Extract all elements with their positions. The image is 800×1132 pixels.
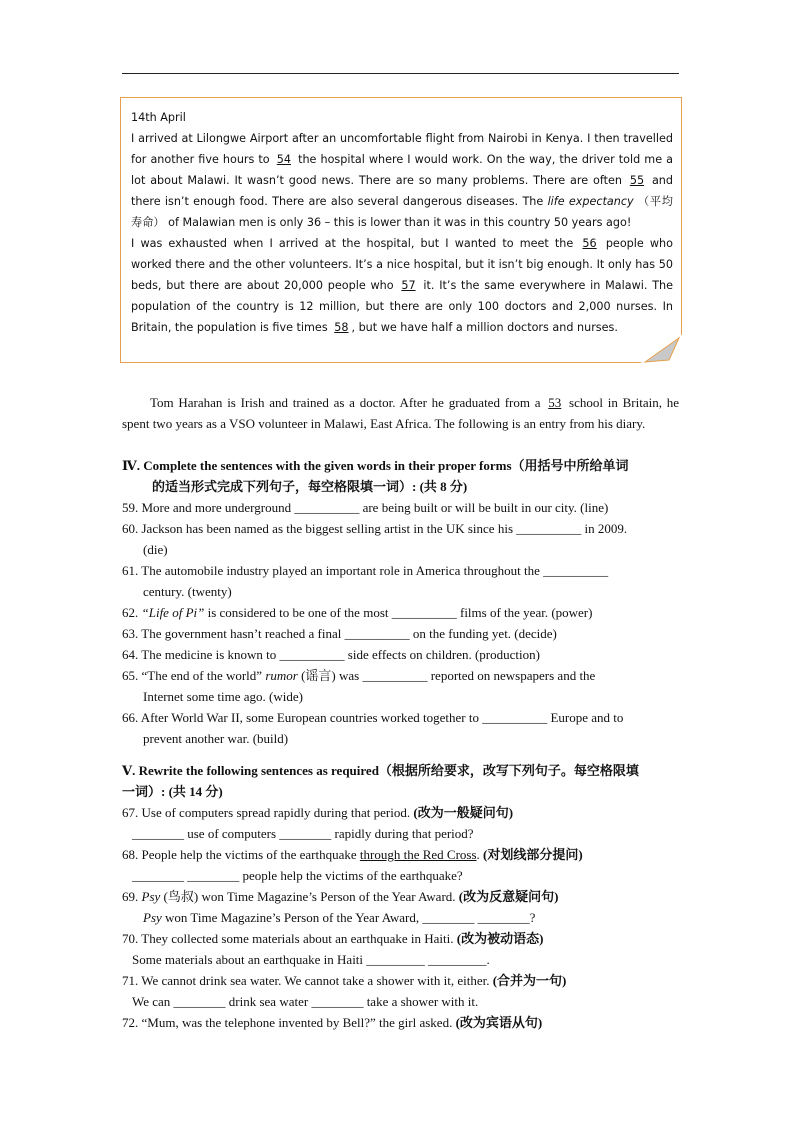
diary-entry-box — [120, 97, 682, 363]
question-70: 70. They collected some materials about an earthquake in Haiti. (改为被动语态) — [122, 931, 544, 946]
blank-55: 55 — [629, 174, 645, 187]
question-61: 61. The automobile industry played an important role in America throughout the __________ century. (twenty) — [122, 563, 609, 599]
question-69: 69. Psy (鸟叔) won Time Magazine’s Person of the Year Award. (改为反意疑问句) — [122, 889, 559, 904]
diary-paragraph-1: I arrived at Lilongwe Airport after an uncomfortable flight from Nairobi in Kenya. I then travelled for another five hours to 54 the hospital where I would work. On the way, the driver told me a lot about Malawi. It wasn’t good news. There are so many problems. There are often 55 and there isn’t enough food. There are also several dangerous diseases. The life expectancy （平均寿命） of Malawian men is only 36 – this is lower than it was in this country 50 years ago! — [131, 132, 674, 229]
question-65: 65. “The end of the world” rumor (谣言) was __________ reported on newspapers and the Internet some time ago. (wide) — [122, 668, 596, 704]
question-63: 63. The government hasn’t reached a final __________ on the funding yet. (decide) — [122, 626, 557, 641]
blank-54: 54 — [276, 153, 291, 166]
question-64: 64. The medicine is known to __________ side effects on children. (production) — [122, 647, 540, 662]
question-71: 71. We cannot drink sea water. We cannot take a shower with it, either. (合并为一句) — [122, 973, 567, 988]
blank-56: 56 — [582, 237, 597, 250]
answer-line-68: ________ ________ people help the victims of the earthquake? — [132, 868, 463, 883]
question-62: 62. “Life of Pi” is considered to be one of the most __________ films of the year. (power) — [122, 605, 593, 620]
page-curl-icon — [639, 334, 683, 364]
answer-line-71: We can ________ drink sea water ________ take a shower with it. — [132, 994, 479, 1009]
answer-line-67: ________ use of computers ________ rapidly during that period? — [132, 826, 474, 841]
blank-58: 58 — [334, 321, 349, 334]
life-expectancy-term: life expectancy — [547, 195, 634, 208]
section-v-title: Ⅴ. Rewrite the following sentences as required（根据所给要求，改写下列句子。每空格限填 一词）: (共 14 分) — [122, 763, 639, 799]
question-68: 68. People help the victims of the earthquake through the Red Cross. (对划线部分提问) — [122, 847, 583, 862]
header-rule — [122, 73, 679, 74]
blank-57: 57 — [401, 279, 416, 292]
diary-paragraph-2: I was exhausted when I arrived at the hospital, but I wanted to meet the 56 people who worked there and the other volunteers. It’s a nice hospital, but it isn’t big enough. It only has 50 beds, but there are about 20,000 people who 57 it. It’s the same everywhere in Malawi. The population of the country is 12 million, but there are only 100 doctors and 2,000 nurses. In Britain, the population is five times 58 , but we have half a million doctors and nurses. — [131, 233, 673, 338]
answer-line-69: Psy won Time Magazine’s Person of the Year Award, ________ ________? — [143, 910, 536, 925]
question-66: 66. After World War II, some European countries worked together to __________ Europe and to prevent another war. (build) — [122, 710, 624, 746]
question-60: 60. Jackson has been named as the biggest selling artist in the UK since his __________ in 2009. (die) — [122, 521, 628, 557]
intro-paragraph: Tom Harahan is Irish and trained as a doctor. After he graduated from a 53 school in Britain, he spent two years as a VSO volunteer in Malawi, East Africa. The following is an entry from his diary. — [122, 392, 679, 434]
question-67: 67. Use of computers spread rapidly during that period. (改为一般疑问句) — [122, 805, 514, 820]
blank-53: 53 — [548, 395, 562, 410]
section-v — [122, 760, 679, 1033]
section-iv-title: Ⅳ. Complete the sentences with the given words in their proper forms（用括号中所给单词 的适当形式完成下列句子，每空格限填一词）: (共 8 分) — [122, 458, 629, 494]
section-iv — [122, 455, 679, 749]
question-59: 59. More and more underground __________ are being built or will be built in our city. (line) — [122, 500, 609, 515]
diary-date: 14th April — [131, 111, 186, 124]
question-72: 72. “Mum, was the telephone invented by Bell?” the girl asked. (改为宾语从句) — [122, 1015, 543, 1030]
underlined-phrase: through the Red Cross — [359, 847, 477, 862]
chinese-gloss: （平均寿命） — [131, 195, 673, 229]
answer-line-70: Some materials about an earthquake in Haiti _________ _________. — [132, 952, 490, 967]
